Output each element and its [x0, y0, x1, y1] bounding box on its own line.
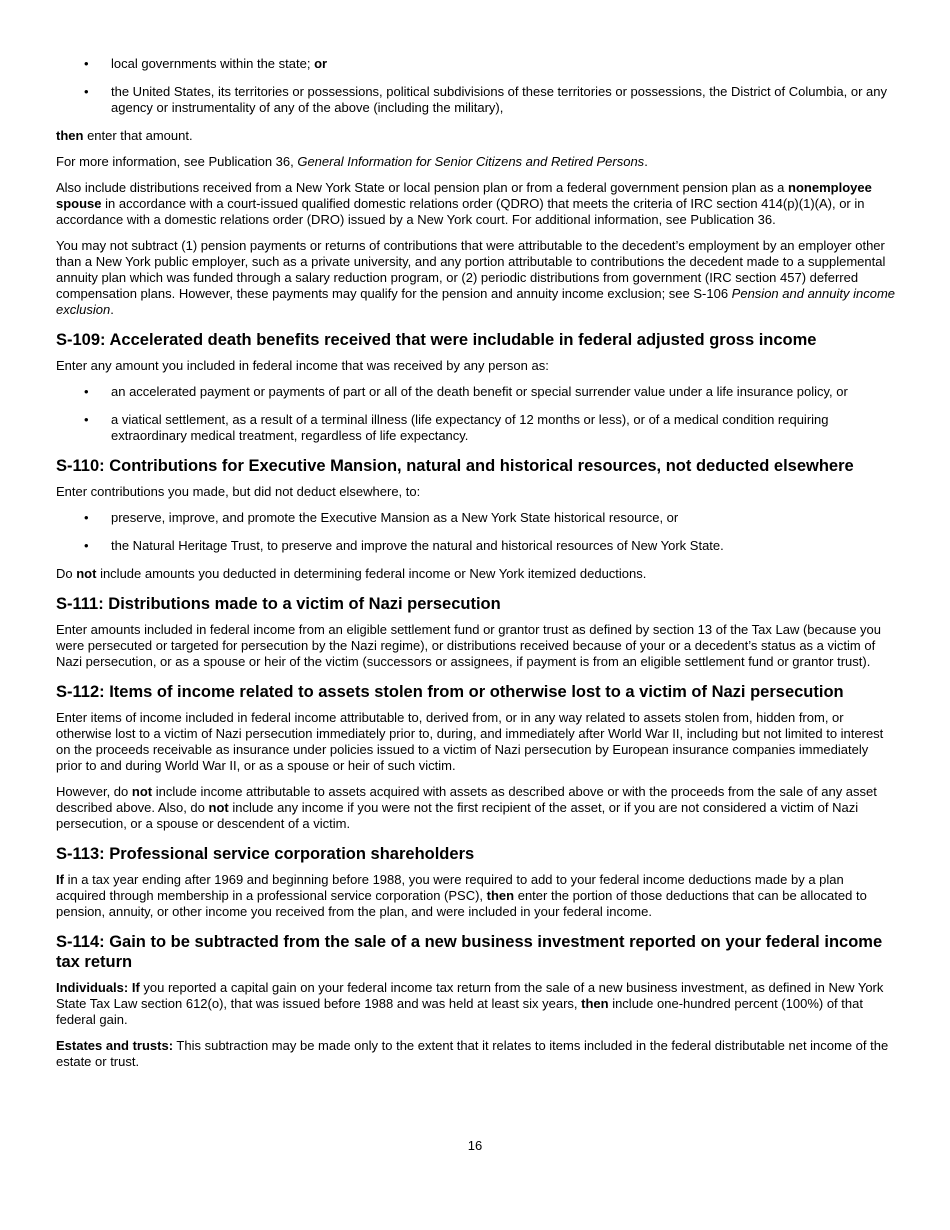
text-run: you reported a capital gain on your federal income tax return from the sale of a new business investment, as defined in New York State Tax Law section 612(o), that was issued before 1988 and was held at least six years, [56, 980, 884, 1011]
s114-estates [56, 1038, 896, 1070]
text-run: enter the portion of those deductions that can be allocated to pension, annuity, or other income you received from the plan, and were included in your federal income. [56, 888, 867, 919]
text-run: . [110, 302, 114, 317]
then-line [56, 128, 896, 144]
list-item [56, 84, 896, 116]
text-run: For more information, see Publication 36, [56, 154, 298, 169]
heading-s113: S-113: Professional service corporation shareholders [56, 845, 475, 863]
bold-term: not [76, 566, 97, 581]
bold-term: Individuals: If [56, 980, 140, 995]
list-item: • an accelerated payment or payments of part or all of the death benefit or special surrender value under a life insurance policy, or [56, 384, 896, 400]
then-rest: enter that amount. [83, 128, 193, 143]
text-run: This subtraction may be made only to the extent that it relates to items included in the federal distributable net income of the estate or trust. [56, 1038, 889, 1069]
text-run: Also include distributions received from a New York State or local pension plan or from a federal government pension plan as a [56, 180, 789, 195]
bullet-text: local governments within the state; [111, 56, 315, 71]
s112-body: Enter items of income included in federal income attributable to, derived from, or in any way related to assets stolen from, hidden from, or otherwise lost to a victim of Nazi persecution immediately prior to, during, and immediately after World War II, including but not limited to interest on the proceeds receivable as insurance under policies issued to a victim of Nazi persecution by European insurance companies immediately prior to and during World War II, or as a spouse or heir of such victim. [56, 710, 884, 773]
bold-term: not [208, 800, 229, 815]
s109-intro: Enter any amount you included in federal income that was received by any person as: [56, 358, 549, 373]
publication-title: General Information for Senior Citizens and Retired Persons [297, 154, 645, 169]
italic-reference: Pension and annuity income exclusion [56, 286, 896, 317]
text-run: include one-hundred percent (100%) of that federal gain. [56, 996, 863, 1027]
text-run: You may not subtract (1) pension payments or returns of contributions that were attributable to the decedent’s employment by an employer other than a New York public employer, such as a private university, and any portion attributable to contributions the decedent made to a supplemental annuity plan which was funded through a salary reduction program, or (2) periodic distributions from government (IRC section 457) deferred compensation plans. However, these payments may qualify for the pension and annuity income exclusion; see S-106 [56, 238, 886, 301]
s111-body: Enter amounts included in federal income from an eligible settlement fund or grantor trust as defined by section 13 of the Tax Law (because you were persecuted or targeted for persecution by the Nazi regime), or distributions received because of your or a decedent’s status as a victim of Nazi persecution, or as a spouse or heir of the victim (successors or assignees, if payment is from an eligible settlement fund or grantor trust). [56, 622, 882, 669]
page-number: 16 [467, 1138, 483, 1153]
text-run: in a tax year ending after 1969 and beginning before 1988, you were required to add to your federal income deductions made by a plan acquired through membership in a professional service corporation (PSC), [56, 872, 844, 903]
s110-note [56, 566, 896, 582]
heading-s114: S-114: Gain to be subtracted from the sale of a new business investment reported on your federal income tax return [56, 933, 883, 971]
bold-term: nonemployee spouse [56, 180, 872, 211]
list-item: • a viatical settlement, as a result of a terminal illness (life expectancy of 12 months or less), or of a medical condition requiring extraordinary medical treatment, regardless of life expectancy. [56, 412, 896, 444]
bullet-text: the United States, its territories or possessions, political subdivisions of these territories or possessions, the District of Columbia, or any agency or instrumentality of any of the above (including the military), [111, 84, 888, 115]
s113-body [56, 872, 896, 920]
intro-bullet-list [56, 56, 896, 116]
s110-bullet-list [56, 510, 896, 554]
s112-however [56, 784, 896, 832]
document-page [56, 56, 896, 1080]
text-run: Do [56, 566, 77, 581]
s110-intro: Enter contributions you made, but did not deduct elsewhere, to: [56, 484, 421, 499]
text-run: include amounts you deducted in determining federal income or New York itemized deductions. [96, 566, 647, 581]
list-item: • the Natural Heritage Trust, to preserve and improve the natural and historical resources of New York State. [56, 538, 896, 554]
heading-s112: S-112: Items of income related to assets stolen from or otherwise lost to a victim of Nazi persecution [56, 683, 844, 701]
may-not-paragraph [56, 238, 896, 318]
text-run: . [644, 154, 648, 169]
also-include-paragraph [56, 180, 896, 228]
bold-term: then [486, 888, 515, 903]
list-item [56, 56, 896, 72]
s114-individuals [56, 980, 896, 1028]
heading-s109: S-109: Accelerated death benefits received that were includable in federal adjusted gross income [56, 331, 817, 349]
bold-term: Estates and trusts: [56, 1038, 174, 1053]
more-info-paragraph [56, 154, 896, 170]
text-run: include any income if you were not the first recipient of the asset, or if you are not considered a victim of Nazi persecution, or a spouse or descendent of a victim. [56, 800, 859, 831]
heading-s110: S-110: Contributions for Executive Mansion, natural and historical resources, not deducted elsewhere [56, 457, 854, 475]
then-bold: then [56, 128, 84, 143]
text-run: However, do [56, 784, 132, 799]
bold-term: If [56, 872, 64, 887]
text-run: in accordance with a court-issued qualified domestic relations order (QDRO) that meets the criteria of IRC section 414(p)(1)(A), or in accordance with a domestic relations order (DRO) issued by a New York court. For additional information, see Publication 36. [56, 196, 865, 227]
bold-term: then [581, 996, 609, 1011]
heading-s111: S-111: Distributions made to a victim of Nazi persecution [56, 595, 501, 613]
bold-term: not [131, 784, 153, 799]
bullet-bold: or [314, 56, 328, 71]
s109-bullet-list [56, 384, 896, 444]
text-run: include income attributable to assets acquired with assets as described above or with the proceeds from the sale of any asset described above. Also, do [56, 784, 877, 815]
list-item: • preserve, improve, and promote the Executive Mansion as a New York State historical resource, or [56, 510, 896, 526]
